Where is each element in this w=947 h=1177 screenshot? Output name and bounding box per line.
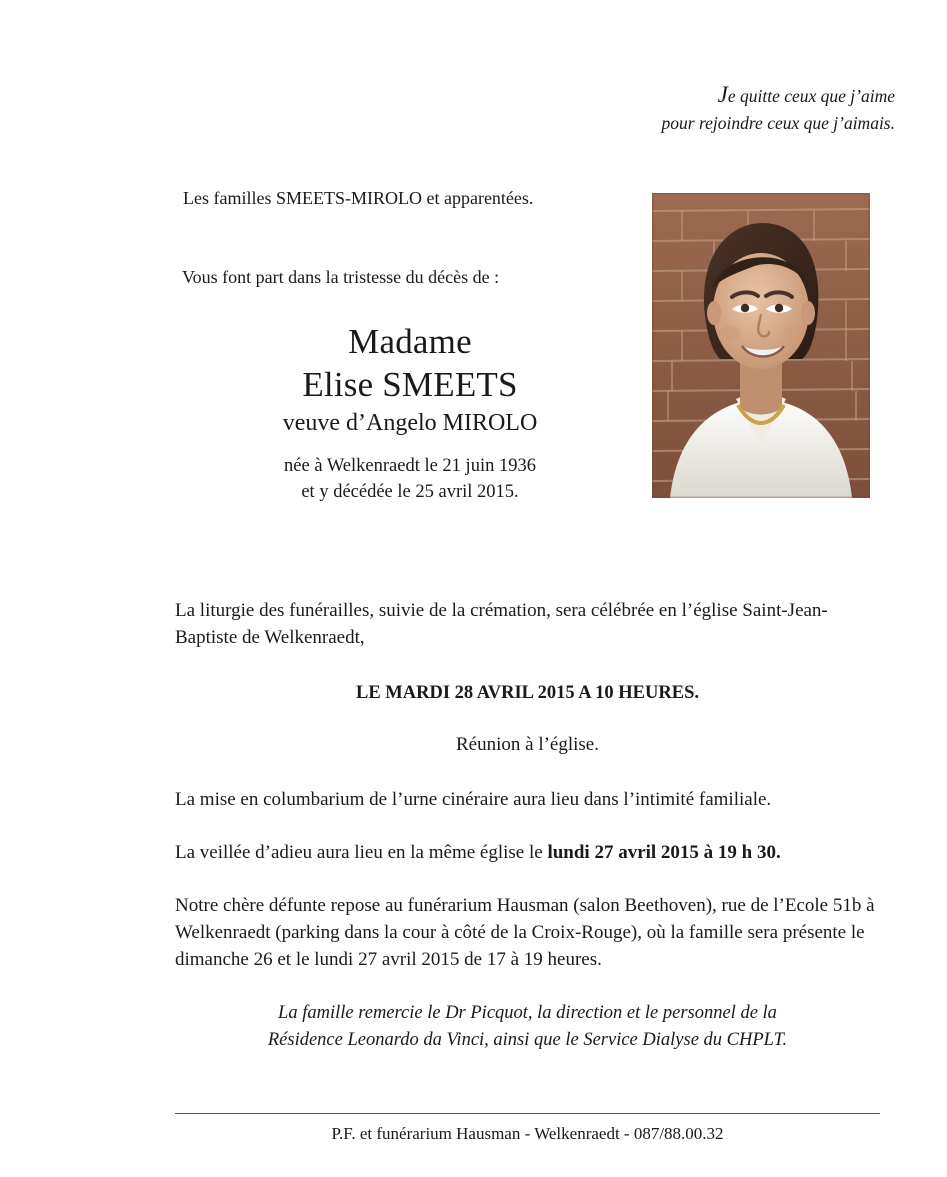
deceased-birth: née à Welkenraedt le 21 juin 1936 bbox=[284, 455, 536, 476]
deceased-name: Elise SMEETS bbox=[302, 365, 518, 405]
vigil-text: La veillée d’adieu aura lieu en la même église le bbox=[175, 842, 548, 864]
gathering-line: Réunion à l’église. bbox=[456, 734, 599, 756]
funerarium-paragraph: Notre chère défunte repose au funérarium Hausman (salon Beethoven), rue de l’Ecole 51b à Welkenraedt (parking dans la cour à côté de la Croix-Rouge), où la famille sera présente le dimanche 26 et le lundi 27 avril 2015 de 17 à 19 heures. bbox=[175, 895, 875, 971]
epigraph-line-2: pour rejoindre ceux que j’aimais. bbox=[661, 113, 895, 134]
footer-credit: P.F. et funérarium Hausman - Welkenraedt - 087/88.00.32 bbox=[331, 1124, 724, 1143]
liturgy-paragraph: La liturgie des funérailles, suivie de la crémation, sera célébrée en l’église Saint-Jean-Baptiste de Welkenraedt, bbox=[175, 600, 828, 648]
vigil-datetime: lundi 27 avril 2015 à 19 h 30. bbox=[547, 842, 781, 864]
ceremony-datetime: LE MARDI 28 AVRIL 2015 A 10 HEURES. bbox=[355, 682, 699, 703]
families-line: Les familles SMEETS-MIROLO et apparentées. bbox=[183, 188, 534, 208]
ceremony-details bbox=[175, 598, 880, 1054]
thanks-line-2: Résidence Leonardo da Vinci, ainsi que le Service Dialyse du CHPLT. bbox=[267, 1029, 788, 1050]
thanks-line-1: La famille remercie le Dr Picquot, la direction et le personnel de la bbox=[278, 1003, 777, 1024]
epigraph-dropcap: J bbox=[717, 82, 728, 107]
notice-line: Vous font part dans la tristesse du décès de : bbox=[182, 267, 500, 287]
columbarium-paragraph: La mise en columbarium de l’urne cinéraire aura lieu dans l’intimité familiale. bbox=[175, 789, 772, 811]
deceased-spouse: veuve d’Angelo MIROLO bbox=[282, 409, 538, 436]
thanks-block bbox=[175, 1000, 880, 1054]
announcement-block bbox=[175, 185, 880, 505]
epigraph-line-1 bbox=[475, 78, 895, 111]
deceased-title: Madame bbox=[348, 322, 472, 361]
deceased-name-block bbox=[175, 321, 645, 505]
deceased-dates bbox=[175, 453, 645, 506]
epigraph-quote bbox=[475, 78, 895, 137]
vigil-paragraph bbox=[175, 840, 880, 867]
footer-divider bbox=[175, 1113, 880, 1114]
deceased-death: et y décédée le 25 avril 2015. bbox=[301, 482, 519, 503]
epigraph-line-1-text: e quitte ceux que j’aime bbox=[727, 86, 895, 106]
